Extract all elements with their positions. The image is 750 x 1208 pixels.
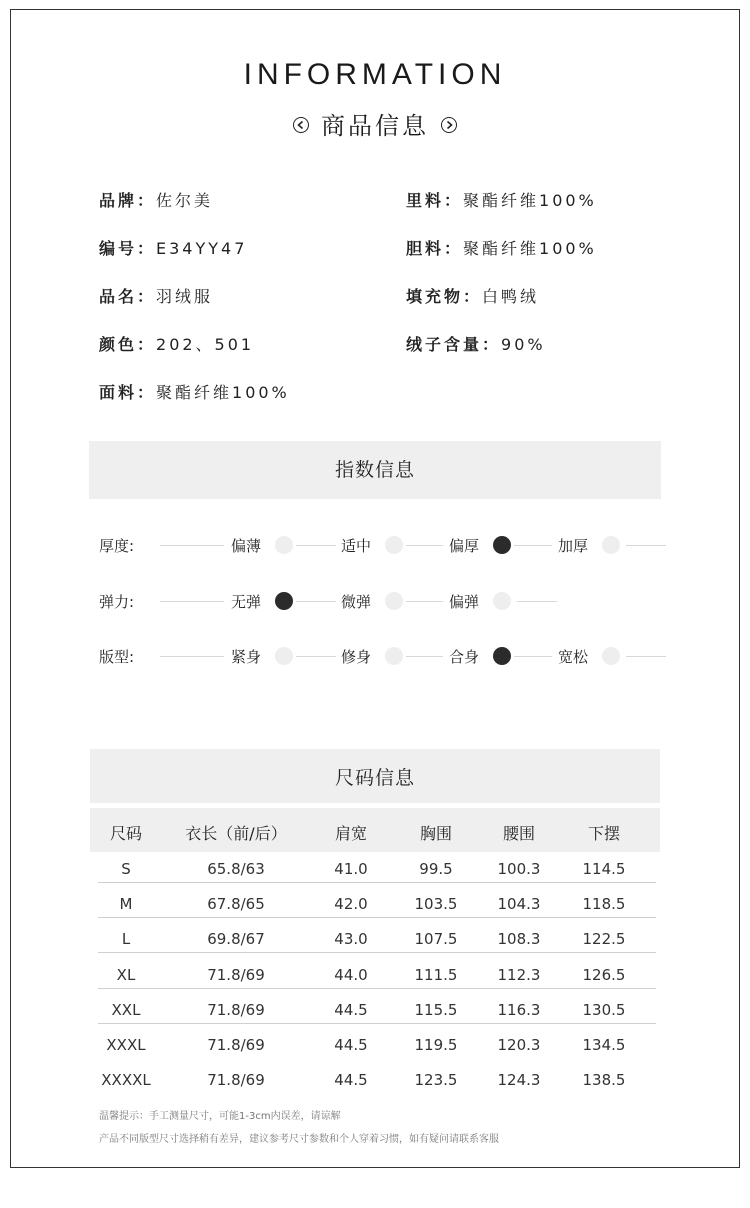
size-value-cell: 65.8/63 — [207, 860, 265, 878]
size-value-cell: 130.5 — [582, 1000, 626, 1019]
page-subtitle — [0, 106, 750, 141]
info-code: 编号：E34YY47 — [99, 239, 248, 258]
index-option-label: 宽松 — [558, 648, 589, 666]
info-down-content: 绒子含量：90% — [406, 335, 546, 354]
index-connector-line — [160, 601, 224, 602]
index-dot — [602, 647, 620, 665]
table-row-divider — [98, 1023, 656, 1024]
size-value-cell: 71.8/69 — [207, 1036, 265, 1054]
size-value-cell: 122.5 — [582, 930, 626, 949]
subtitle-text: 商品信息 — [321, 112, 429, 140]
size-value-cell: 44.5 — [334, 1071, 368, 1090]
index-dot-selected — [493, 647, 511, 665]
index-option-label: 适中 — [341, 537, 372, 555]
index-option-label: 合身 — [449, 648, 480, 666]
size-value-cell: 41.0 — [334, 860, 368, 878]
info-lining: 里料：聚酯纤维100% — [406, 191, 597, 210]
size-label-cell: S — [121, 860, 131, 878]
size-value-cell: 71.8/69 — [207, 965, 265, 984]
size-value-cell: 124.3 — [497, 1071, 541, 1090]
info-color: 颜色：202、501 — [99, 335, 255, 354]
size-label-cell: M — [119, 895, 133, 914]
size-value-cell: 138.5 — [582, 1071, 626, 1090]
table-row-divider — [98, 882, 656, 883]
index-connector-line — [406, 545, 443, 546]
size-value-cell: 44.5 — [334, 1036, 368, 1054]
size-value-cell: 123.5 — [414, 1071, 458, 1090]
size-value-cell: 134.5 — [582, 1036, 626, 1054]
size-value-cell: 104.3 — [497, 895, 541, 914]
index-dot — [385, 536, 403, 554]
size-value-cell: 71.8/69 — [207, 1071, 265, 1090]
size-header-cell: 下摆 — [587, 824, 620, 843]
info-brand: 品牌：佐尔美 — [99, 191, 214, 210]
size-value-cell: 119.5 — [414, 1036, 458, 1054]
index-dot — [493, 592, 511, 610]
info-filling: 填充物：白鸭绒 — [406, 287, 540, 306]
index-dot — [275, 536, 293, 554]
index-dot — [602, 536, 620, 554]
index-option-label: 偏弹 — [449, 593, 480, 611]
arrow-right-icon — [441, 117, 457, 133]
size-value-cell: 100.3 — [497, 860, 541, 878]
index-dot-selected — [275, 592, 293, 610]
table-row-divider — [98, 952, 656, 953]
index-connector-line — [406, 656, 443, 657]
index-option-label: 微弹 — [341, 593, 372, 611]
size-value-cell: 115.5 — [414, 1000, 458, 1019]
size-header-cell: 腰围 — [502, 824, 535, 843]
size-value-cell: 67.8/65 — [207, 895, 265, 914]
size-value-cell: 108.3 — [497, 930, 541, 949]
index-label: 弹力: — [99, 593, 135, 611]
size-banner: 尺码信息 — [90, 749, 660, 803]
index-option-label: 偏厚 — [449, 537, 480, 555]
index-option-label: 紧身 — [231, 648, 262, 666]
index-option-label: 无弹 — [231, 593, 262, 611]
index-option-label: 修身 — [341, 648, 372, 666]
index-connector-line — [296, 545, 336, 546]
info-name: 品名：羽绒服 — [99, 287, 214, 306]
index-label: 厚度: — [99, 537, 135, 555]
index-option-label: 加厚 — [558, 537, 589, 555]
index-label: 版型: — [99, 648, 135, 666]
size-header-cell: 胸围 — [419, 824, 452, 843]
table-row-divider — [98, 988, 656, 989]
size-label-cell: XXXXL — [101, 1071, 151, 1090]
size-value-cell: 69.8/67 — [207, 930, 265, 949]
index-connector-line — [626, 656, 666, 657]
size-value-cell: 71.8/69 — [207, 1000, 265, 1019]
size-label-cell: L — [121, 930, 131, 949]
index-banner: 指数信息 — [89, 441, 661, 499]
page-frame — [10, 9, 740, 1168]
index-dot — [385, 592, 403, 610]
table-row-divider — [98, 917, 656, 918]
size-header-cell: 衣长（前/后） — [185, 824, 287, 843]
size-value-cell: 44.0 — [334, 965, 368, 984]
size-label-cell: XL — [116, 965, 136, 984]
size-header-cell: 肩宽 — [334, 824, 367, 843]
size-value-cell: 43.0 — [334, 930, 368, 949]
index-dot — [275, 647, 293, 665]
index-connector-line — [406, 601, 443, 602]
size-value-cell: 44.5 — [334, 1000, 368, 1019]
size-value-cell: 103.5 — [414, 895, 458, 914]
size-value-cell: 111.5 — [414, 965, 458, 984]
size-value-cell: 107.5 — [414, 930, 458, 949]
index-connector-line — [296, 656, 336, 657]
size-label-cell: XXXL — [106, 1036, 146, 1054]
index-connector-line — [626, 545, 666, 546]
size-value-cell: 114.5 — [582, 860, 626, 878]
info-fabric: 面料：聚酯纤维100% — [99, 383, 290, 402]
size-value-cell: 118.5 — [582, 895, 626, 914]
arrow-left-icon — [293, 117, 309, 133]
size-value-cell: 126.5 — [582, 965, 626, 984]
size-value-cell: 112.3 — [497, 965, 541, 984]
index-dot-selected — [493, 536, 511, 554]
size-value-cell: 99.5 — [419, 860, 453, 878]
info-inner: 胆料：聚酯纤维100% — [406, 239, 597, 258]
page-title: INFORMATION — [243, 58, 507, 91]
index-connector-line — [517, 601, 557, 602]
size-value-cell: 42.0 — [334, 895, 368, 914]
note-measure: 温馨提示：手工测量尺寸，可能1-3cm内误差，请谅解 — [99, 1111, 341, 1122]
index-connector-line — [514, 545, 552, 546]
size-header-cell: 尺码 — [109, 824, 142, 843]
index-option-label: 偏薄 — [231, 537, 262, 555]
index-connector-line — [514, 656, 552, 657]
size-value-cell: 120.3 — [497, 1036, 541, 1054]
index-connector-line — [160, 656, 224, 657]
size-value-cell: 116.3 — [497, 1000, 541, 1019]
note-advice: 产品不同版型尺寸选择稍有差异，建议参考尺寸参数和个人穿着习惯，如有疑问请联系客服 — [99, 1134, 499, 1145]
index-connector-line — [296, 601, 336, 602]
index-dot — [385, 647, 403, 665]
index-connector-line — [160, 545, 224, 546]
size-label-cell: XXL — [111, 1000, 141, 1019]
